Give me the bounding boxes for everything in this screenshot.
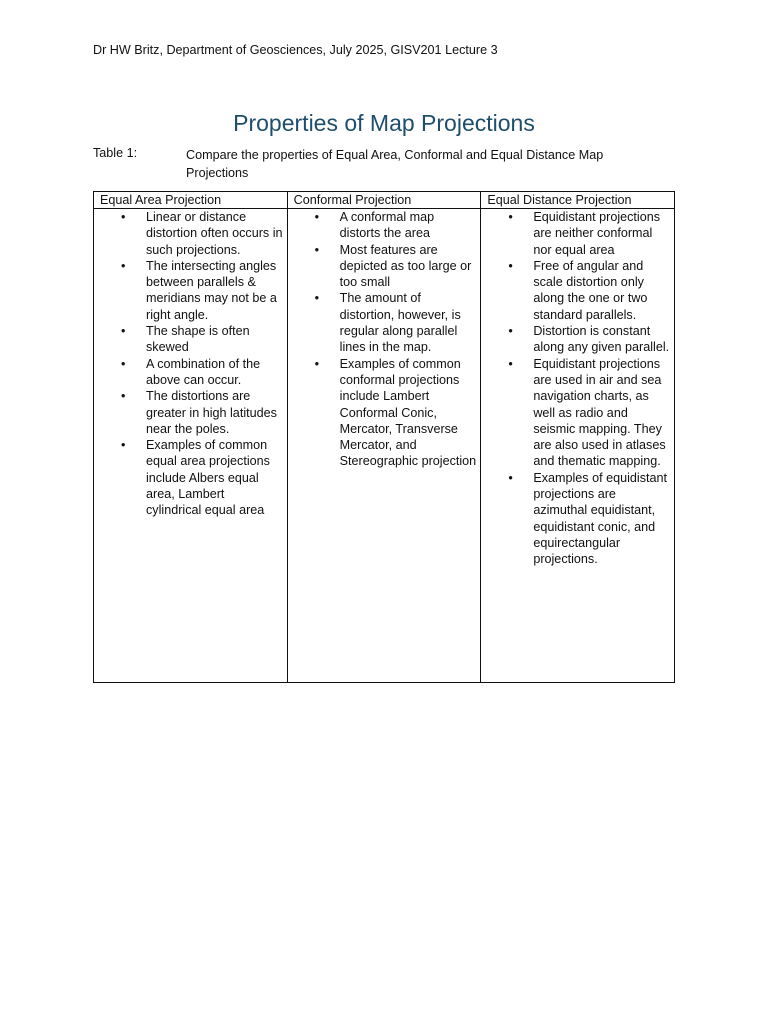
list-item [94,388,287,437]
equal-area-list [94,209,287,519]
column-header-equal-area: Equal Area Projection [94,192,288,209]
table-row [94,209,675,683]
list-item [94,356,287,389]
bullet-glyph: • [314,356,320,371]
list-item [94,437,287,518]
column-header-conformal: Conformal Projection [287,192,481,209]
list-item [288,242,481,291]
bullet-glyph: • [314,210,320,224]
list-item-text: The amount of distortion, however, is regular along parallel lines in the map. [339,291,461,355]
list-item [481,323,674,356]
list-item-text: The distortions are greater in high latitudes near the poles. [146,389,277,436]
bullet-glyph: • [121,389,126,404]
conformal-cell [287,209,481,683]
list-item-text: The intersecting angles between parallels & meridians may not be a right angle. [146,258,277,322]
list-item-text: Examples of equidistant projections are azimuthal equidistant, equidistant conic, and equirectangular projections. [533,470,668,567]
bullet-glyph: • [121,210,126,224]
table-caption-label: Table 1: [93,146,138,160]
document-title: Properties of Map Projections [233,110,535,136]
column-header-equal-distance: Equal Distance Projection [481,192,675,209]
running-head: Dr HW Britz, Department of Geosciences, July 2025, GISV201 Lecture 3 [93,43,498,57]
bullet-glyph: • [508,356,513,371]
bullet-glyph: • [121,324,126,339]
bullet-glyph: • [508,258,513,273]
list-item-text: Examples of common conformal projections include Lambert Conformal Conic, Mercator, Transverse Mercator, and Stereographic projection [339,356,477,469]
bullet-glyph: • [314,291,320,306]
list-item [94,323,287,356]
equal-distance-list [481,209,674,568]
list-item-text: Linear or distance distortion often occurs in such projections. [146,210,283,257]
list-item [288,290,481,355]
list-item [481,356,674,470]
list-item [288,356,481,470]
bullet-glyph: • [121,356,126,371]
list-item-text: Examples of common equal area projections include Albers equal area, Lambert cylindrical equal area [146,438,270,518]
table-caption-text: Compare the properties of Equal Area, Conformal and Equal Distance Map Projections [186,148,604,180]
bullet-glyph: • [508,210,513,224]
list-item [481,470,674,568]
list-item-text: The shape is often skewed [146,324,250,355]
list-item [481,258,674,323]
bullet-glyph: • [508,470,513,485]
bullet-glyph: • [314,242,320,257]
equal-area-cell [94,209,288,683]
bullet-glyph: • [121,258,126,273]
list-item [94,209,287,258]
projection-comparison-table [93,191,675,683]
list-item-text: Equidistant projections are neither conformal nor equal area [533,210,661,257]
list-item [481,209,674,258]
list-item [288,209,481,242]
conformal-list [288,209,481,470]
bullet-glyph: • [508,324,513,339]
table-header-row [94,192,675,209]
bullet-glyph: • [121,438,126,453]
list-item-text: Most features are depicted as too large or too small [339,242,472,290]
equal-distance-cell [481,209,675,683]
list-item-text: Distortion is constant along any given parallel. [533,324,670,355]
list-item [94,258,287,323]
list-item-text: Free of angular and scale distortion only along the one or two standard parallels. [533,258,648,322]
list-item-text: A conformal map distorts the area [339,210,435,241]
list-item-text: A combination of the above can occur. [146,356,261,387]
list-item-text: Equidistant projections are used in air and sea navigation charts, as well as radio and seismic mapping. They are also used in atlases and thematic mapping. [533,356,666,469]
